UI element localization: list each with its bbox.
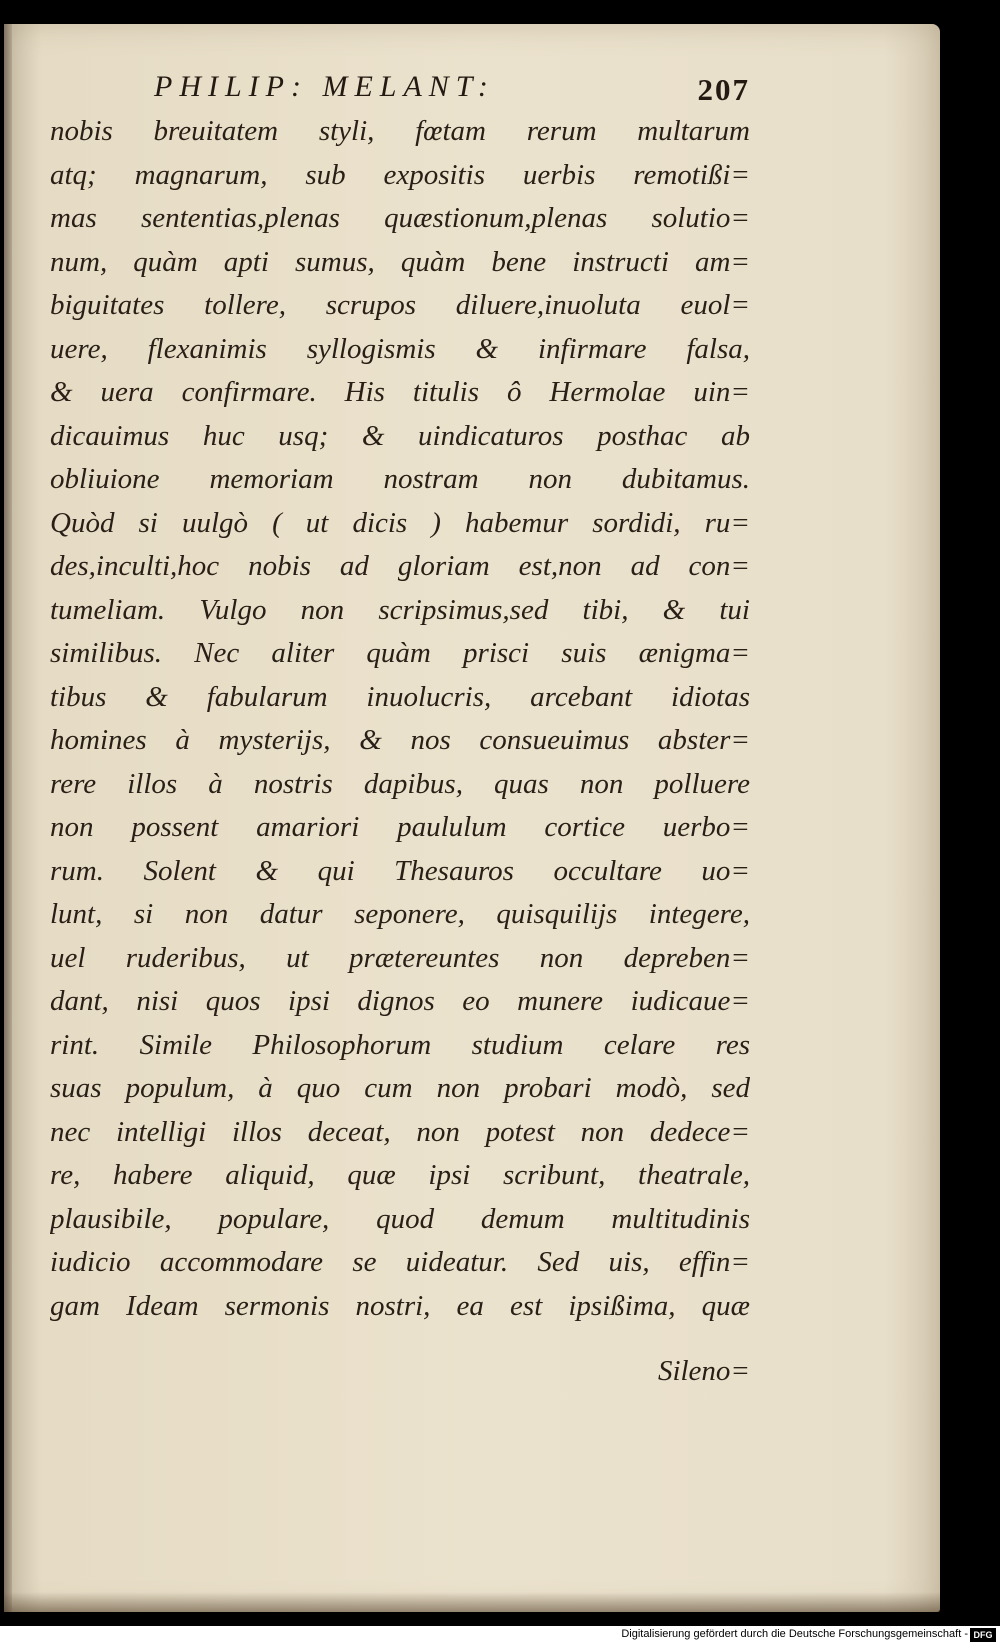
text-line: plausibile, populare, quod demum multitudinis <box>50 1202 750 1235</box>
text-line: obliuione memoriam nostram non dubitamus. <box>50 463 750 495</box>
text-line: & uera confirmare. His titulis ô Hermolae uin= <box>50 376 750 408</box>
text-line: des,inculti,hoc nobis ad gloriam est,non ad con= <box>50 550 750 582</box>
text-line: rum. Solent & qui Thesauros occultare uo= <box>50 854 750 887</box>
catchword: Sileno= <box>657 1355 750 1387</box>
text-line: suas populum, à quo cum non probari modò, sed <box>50 1072 750 1104</box>
dfg-logo: DFG <box>970 1628 996 1642</box>
footer-strip <box>0 1626 1000 1646</box>
text-line: rere illos à nostris dapibus, quas non polluere <box>50 767 750 800</box>
text-line: iudicio accommodare se uideatur. Sed uis, effin= <box>50 1246 750 1278</box>
text-line: nobis breuitatem styli, fœtam rerum multarum <box>50 115 750 147</box>
text-line: uere, flexanimis syllogismis & infirmare falsa, <box>50 332 750 365</box>
text-line: non possent amariori paululum cortice uerbo= <box>50 811 750 843</box>
text-line: num, quàm apti sumus, quàm bene instructi am= <box>50 245 750 278</box>
text-line: similibus. Nec aliter quàm prisci suis ænigma= <box>50 637 750 669</box>
text-line: gam Ideam sermonis nostri, ea est ipsißima, quæ <box>50 1289 750 1322</box>
text-line: uel ruderibus, ut prætereuntes non depreben= <box>50 941 750 974</box>
text-line: tibus & fabularum inuolucris, arcebant idiotas <box>50 680 750 713</box>
text-line: tumeliam. Vulgo non scripsimus,sed tibi, & tui <box>50 593 750 626</box>
running-head: PHILIP: MELANT: <box>154 70 495 103</box>
page-edge <box>4 24 12 1612</box>
text-line: dicauimus huc usq; & uindicaturos posthac ab <box>50 419 750 452</box>
text-line: re, habere aliquid, quæ ipsi scribunt, theatrale, <box>50 1159 750 1191</box>
text-line: rint. Simile Philosophorum studium celare res <box>50 1028 750 1061</box>
text-line: dant, nisi quos ipsi dignos eo munere iudicaue= <box>50 985 750 1017</box>
text-line: homines à mysterijs, & nos consueuimus abster= <box>50 724 750 756</box>
text-line: mas sententias,plenas quæstionum,plenas solutio= <box>50 202 750 234</box>
text-line: atq; magnarum, sub expositis uerbis remotißi= <box>50 158 750 191</box>
text-line: biguitates tollere, scrupos diluere,inuoluta euol= <box>50 289 750 321</box>
text-line: Quòd si uulgò ( ut dicis ) habemur sordidi, ru= <box>50 506 750 539</box>
page-number: 207 <box>697 72 750 107</box>
text-line: nec intelligi illos deceat, non potest non dedece= <box>50 1115 750 1148</box>
funding-note: Digitalisierung gefördert durch die Deutsche Forschungsgemeinschaft - <box>621 1628 968 1640</box>
body-text <box>50 110 750 1328</box>
page-shadow <box>4 1592 940 1612</box>
text-line: lunt, si non datur seponere, quisquilijs integere, <box>50 898 750 930</box>
page-header <box>50 62 750 112</box>
